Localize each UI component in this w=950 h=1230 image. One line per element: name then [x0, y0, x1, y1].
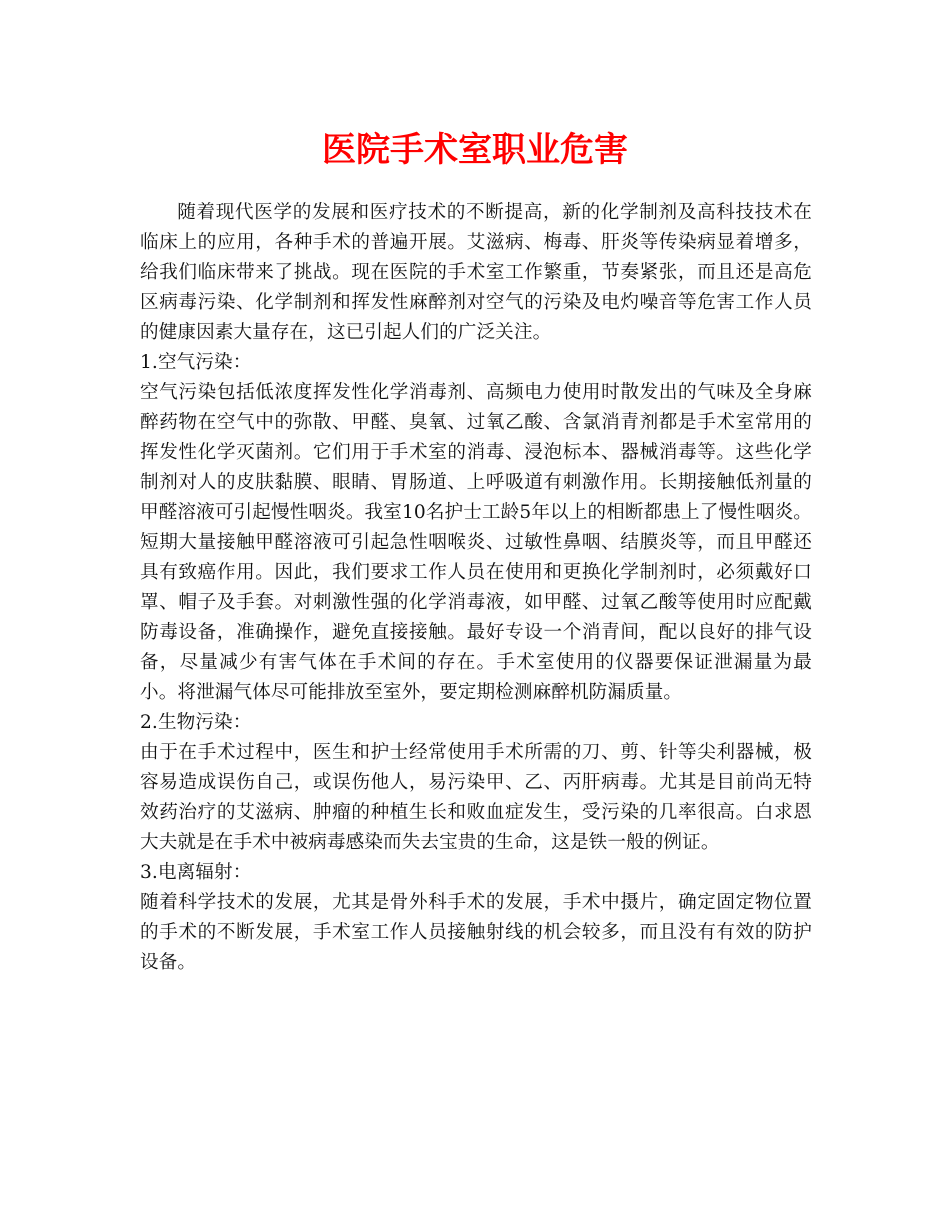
- document-body: [140, 198, 812, 978]
- section-body-ionizing-radiation: 随着科学技术的发展，尤其是骨外科手术的发展，手术中摄片，确定固定物位置的手术的不断发展，手术室工作人员接触射线的机会较多，而且没有有效的防护设备。: [140, 892, 812, 973]
- intro-paragraph: 随着现代医学的发展和医疗技术的不断提高，新的化学制剂及高科技技术在临床上的应用，各种手术的普遍开展。艾滋病、梅毒、肝炎等传染病显着增多，给我们临床带来了挑战。现在医院的手术室工作繁重，节奏紧张，而且还是高危区病毒污染、化学制剂和挥发性麻醉剂对空气的污染及电灼噪音等危害工作人员的健康因素大量存在，这已引起人们的广泛关注。: [140, 202, 812, 343]
- section-body-biological-pollution: 由于在手术过程中，医生和护士经常使用手术所需的刀、剪、针等尖利器械，极容易造成误伤自己，或误伤他人，易污染甲、乙、丙肝病毒。尤其是目前尚无特效药治疗的艾滋病、肿瘤的种植生长和败血症发生，受污染的几率很高。白求恩大夫就是在手术中被病毒感染而失去宝贵的生命，这是铁一般的例证。: [140, 742, 812, 853]
- section-heading-air-pollution: 1.空气污染：: [140, 352, 252, 373]
- section-heading-ionizing-radiation: 3.电离辐射：: [140, 862, 252, 883]
- section-body-air-pollution: 空气污染包括低浓度挥发性化学消毒剂、高频电力使用时散发出的气味及全身麻醉药物在空气中的弥散、甲醛、臭氧、过氧乙酸、含氯消青剂都是手术室常用的挥发性化学灭菌剂。它们用于手术室的消毒、浸泡标本、器械消毒等。这些化学制剂对人的皮肤黏膜、眼睛、胃肠道、上呼吸道有刺激作用。长期接触低剂量的甲醛溶液可引起慢性咽炎。我室10名护士工龄5年以上的相断都患上了慢性咽炎。短期大量接触甲醛溶液可引起急性咽喉炎、过敏性鼻咽、结膜炎等，而且甲醛还具有致癌作用。因此，我们要求工作人员在使用和更换化学制剂时，必须戴好口罩、帽子及手套。对刺激性强的化学消毒液，如甲醛、过氧乙酸等使用时应配戴防毒设备，准确操作，避免直接接触。最好专设一个消青间，配以良好的排气设备，尽量减少有害气体在手术间的存在。手术室使用的仪器要保证泄漏量为最小。将泄漏气体尽可能排放至室外，要定期检测麻醉机防漏质量。: [140, 382, 812, 703]
- section-heading-biological-pollution: 2.生物污染：: [140, 712, 252, 733]
- document-title: 医院手术室职业危害: [322, 130, 628, 170]
